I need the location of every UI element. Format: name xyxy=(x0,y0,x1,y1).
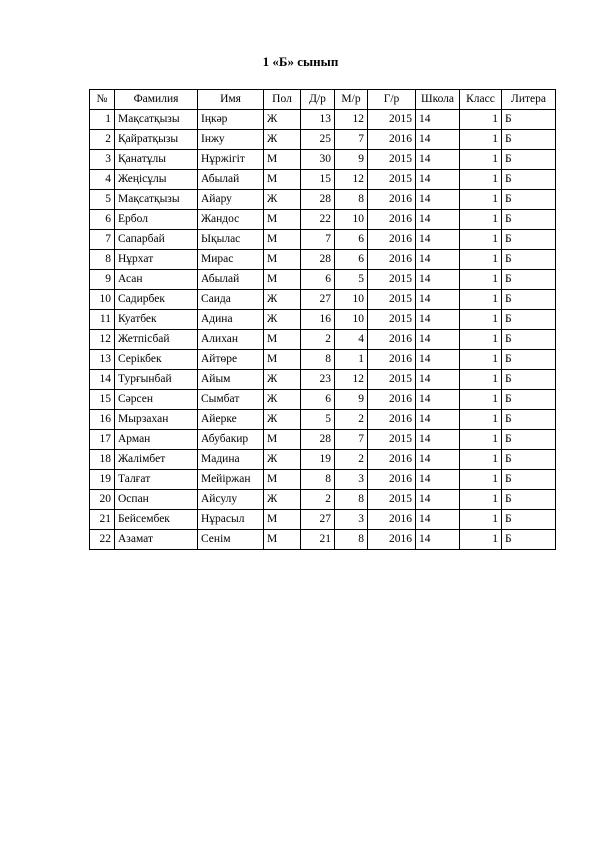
cell-birth-month: 5 xyxy=(335,270,368,290)
cell-gender: М xyxy=(264,430,301,450)
cell-birth-year: 2016 xyxy=(368,190,416,210)
cell-first-name: Абубакир xyxy=(198,430,264,450)
cell-birth-month: 4 xyxy=(335,330,368,350)
cell-grade: 1 xyxy=(460,310,502,330)
cell-grade: 1 xyxy=(460,390,502,410)
table-row xyxy=(90,510,556,530)
cell-surname: Турғынбай xyxy=(115,370,198,390)
cell-birth-month: 1 xyxy=(335,350,368,370)
cell-school: 14 xyxy=(416,530,460,550)
page-title: 1 «Б» сынып xyxy=(262,54,339,69)
cell-school: 14 xyxy=(416,510,460,530)
cell-birth-year: 2016 xyxy=(368,410,416,430)
table-row xyxy=(90,430,556,450)
cell-gender: М xyxy=(264,270,301,290)
cell-letter: Б xyxy=(502,390,556,410)
cell-surname: Сапарбай xyxy=(115,230,198,250)
cell-birth-day: 28 xyxy=(301,190,335,210)
cell-row-number: 19 xyxy=(90,470,115,490)
cell-row-number: 6 xyxy=(90,210,115,230)
cell-gender: Ж xyxy=(264,490,301,510)
cell-first-name: Нұрасыл xyxy=(198,510,264,530)
cell-birth-year: 2015 xyxy=(368,310,416,330)
table-row xyxy=(90,110,556,130)
cell-birth-day: 2 xyxy=(301,490,335,510)
cell-surname: Жеңісұлы xyxy=(115,170,198,190)
header-name: Имя xyxy=(198,90,264,110)
cell-letter: Б xyxy=(502,430,556,450)
table-row xyxy=(90,370,556,390)
cell-surname: Серікбек xyxy=(115,350,198,370)
cell-birth-day: 5 xyxy=(301,410,335,430)
cell-row-number: 11 xyxy=(90,310,115,330)
cell-grade: 1 xyxy=(460,290,502,310)
cell-first-name: Абылай xyxy=(198,170,264,190)
cell-surname: Мырзахан xyxy=(115,410,198,430)
cell-grade: 1 xyxy=(460,190,502,210)
cell-gender: Ж xyxy=(264,290,301,310)
cell-surname: Қайратқызы xyxy=(115,130,198,150)
table-row xyxy=(90,290,556,310)
cell-gender: М xyxy=(264,470,301,490)
cell-first-name: Мейіржан xyxy=(198,470,264,490)
cell-row-number: 22 xyxy=(90,530,115,550)
header-surname: Фамилия xyxy=(115,90,198,110)
cell-first-name: Адина xyxy=(198,310,264,330)
header-letter: Литера xyxy=(502,90,556,110)
cell-letter: Б xyxy=(502,490,556,510)
cell-row-number: 17 xyxy=(90,430,115,450)
cell-row-number: 9 xyxy=(90,270,115,290)
cell-birth-year: 2016 xyxy=(368,210,416,230)
cell-surname: Талғат xyxy=(115,470,198,490)
cell-grade: 1 xyxy=(460,470,502,490)
cell-school: 14 xyxy=(416,210,460,230)
cell-school: 14 xyxy=(416,110,460,130)
cell-first-name: Абылай xyxy=(198,270,264,290)
cell-letter: Б xyxy=(502,530,556,550)
cell-birth-year: 2015 xyxy=(368,150,416,170)
cell-gender: М xyxy=(264,330,301,350)
cell-surname: Арман xyxy=(115,430,198,450)
cell-row-number: 21 xyxy=(90,510,115,530)
cell-row-number: 10 xyxy=(90,290,115,310)
cell-grade: 1 xyxy=(460,110,502,130)
cell-grade: 1 xyxy=(460,510,502,530)
cell-first-name: Айсулу xyxy=(198,490,264,510)
cell-birth-day: 28 xyxy=(301,250,335,270)
table-row xyxy=(90,230,556,250)
cell-birth-day: 8 xyxy=(301,350,335,370)
cell-birth-year: 2015 xyxy=(368,270,416,290)
cell-grade: 1 xyxy=(460,350,502,370)
cell-birth-day: 27 xyxy=(301,290,335,310)
cell-grade: 1 xyxy=(460,430,502,450)
cell-surname: Жетпісбай xyxy=(115,330,198,350)
cell-birth-month: 9 xyxy=(335,390,368,410)
cell-birth-month: 10 xyxy=(335,210,368,230)
cell-row-number: 13 xyxy=(90,350,115,370)
cell-birth-year: 2015 xyxy=(368,170,416,190)
cell-surname: Ербол xyxy=(115,210,198,230)
header-school: Школа xyxy=(416,90,460,110)
cell-first-name: Нұржігіт xyxy=(198,150,264,170)
cell-gender: Ж xyxy=(264,190,301,210)
cell-row-number: 14 xyxy=(90,370,115,390)
cell-grade: 1 xyxy=(460,530,502,550)
cell-first-name: Алихан xyxy=(198,330,264,350)
cell-birth-day: 2 xyxy=(301,330,335,350)
table-row xyxy=(90,450,556,470)
cell-row-number: 4 xyxy=(90,170,115,190)
table-row xyxy=(90,390,556,410)
cell-surname: Сәрсен xyxy=(115,390,198,410)
cell-surname: Мақсатқызы xyxy=(115,190,198,210)
cell-first-name: Айым xyxy=(198,370,264,390)
header-birth-day: Д/р xyxy=(301,90,335,110)
cell-school: 14 xyxy=(416,470,460,490)
cell-school: 14 xyxy=(416,150,460,170)
cell-gender: М xyxy=(264,210,301,230)
cell-gender: М xyxy=(264,510,301,530)
cell-grade: 1 xyxy=(460,270,502,290)
cell-birth-month: 9 xyxy=(335,150,368,170)
table-row xyxy=(90,410,556,430)
cell-birth-month: 12 xyxy=(335,110,368,130)
cell-letter: Б xyxy=(502,110,556,130)
cell-surname: Қанатұлы xyxy=(115,150,198,170)
cell-birth-year: 2016 xyxy=(368,470,416,490)
cell-birth-year: 2015 xyxy=(368,110,416,130)
cell-row-number: 5 xyxy=(90,190,115,210)
table-row xyxy=(90,190,556,210)
cell-grade: 1 xyxy=(460,330,502,350)
cell-letter: Б xyxy=(502,270,556,290)
cell-birth-year: 2015 xyxy=(368,430,416,450)
cell-birth-year: 2016 xyxy=(368,230,416,250)
cell-letter: Б xyxy=(502,330,556,350)
cell-letter: Б xyxy=(502,190,556,210)
cell-school: 14 xyxy=(416,250,460,270)
cell-surname: Бейсембек xyxy=(115,510,198,530)
cell-school: 14 xyxy=(416,370,460,390)
table-row xyxy=(90,250,556,270)
cell-birth-year: 2016 xyxy=(368,250,416,270)
cell-letter: Б xyxy=(502,370,556,390)
cell-first-name: Мадина xyxy=(198,450,264,470)
cell-first-name: Айерке xyxy=(198,410,264,430)
cell-birth-day: 6 xyxy=(301,390,335,410)
cell-surname: Нұрхат xyxy=(115,250,198,270)
cell-school: 14 xyxy=(416,350,460,370)
cell-birth-month: 6 xyxy=(335,250,368,270)
cell-surname: Асан xyxy=(115,270,198,290)
table-row xyxy=(90,210,556,230)
cell-birth-month: 8 xyxy=(335,530,368,550)
cell-first-name: Інжу xyxy=(198,130,264,150)
cell-school: 14 xyxy=(416,130,460,150)
cell-letter: Б xyxy=(502,450,556,470)
cell-birth-day: 6 xyxy=(301,270,335,290)
cell-row-number: 20 xyxy=(90,490,115,510)
cell-letter: Б xyxy=(502,130,556,150)
table-row xyxy=(90,490,556,510)
cell-gender: Ж xyxy=(264,310,301,330)
cell-birth-day: 15 xyxy=(301,170,335,190)
cell-birth-year: 2016 xyxy=(368,130,416,150)
table-row xyxy=(90,270,556,290)
cell-grade: 1 xyxy=(460,170,502,190)
cell-birth-day: 13 xyxy=(301,110,335,130)
cell-birth-month: 2 xyxy=(335,410,368,430)
cell-first-name: Сенім xyxy=(198,530,264,550)
cell-birth-day: 23 xyxy=(301,370,335,390)
cell-birth-day: 27 xyxy=(301,510,335,530)
header-row xyxy=(90,90,556,110)
table-row xyxy=(90,470,556,490)
cell-grade: 1 xyxy=(460,150,502,170)
cell-school: 14 xyxy=(416,490,460,510)
cell-school: 14 xyxy=(416,390,460,410)
cell-birth-month: 10 xyxy=(335,310,368,330)
cell-grade: 1 xyxy=(460,370,502,390)
header-number: № xyxy=(90,90,115,110)
table-row xyxy=(90,130,556,150)
header-grade: Класс xyxy=(460,90,502,110)
cell-first-name: Іңкәр xyxy=(198,110,264,130)
cell-grade: 1 xyxy=(460,250,502,270)
cell-birth-month: 8 xyxy=(335,190,368,210)
class-roster-table xyxy=(89,89,556,550)
cell-row-number: 1 xyxy=(90,110,115,130)
cell-birth-year: 2016 xyxy=(368,450,416,470)
cell-school: 14 xyxy=(416,290,460,310)
cell-birth-year: 2016 xyxy=(368,330,416,350)
cell-school: 14 xyxy=(416,430,460,450)
cell-birth-year: 2016 xyxy=(368,350,416,370)
cell-gender: М xyxy=(264,530,301,550)
cell-birth-month: 7 xyxy=(335,130,368,150)
cell-birth-day: 25 xyxy=(301,130,335,150)
cell-birth-month: 10 xyxy=(335,290,368,310)
cell-row-number: 18 xyxy=(90,450,115,470)
cell-row-number: 2 xyxy=(90,130,115,150)
cell-school: 14 xyxy=(416,170,460,190)
cell-row-number: 16 xyxy=(90,410,115,430)
cell-gender: М xyxy=(264,230,301,250)
cell-birth-day: 19 xyxy=(301,450,335,470)
cell-birth-day: 8 xyxy=(301,470,335,490)
cell-gender: Ж xyxy=(264,110,301,130)
table-row xyxy=(90,330,556,350)
cell-row-number: 15 xyxy=(90,390,115,410)
cell-school: 14 xyxy=(416,230,460,250)
cell-birth-day: 21 xyxy=(301,530,335,550)
cell-letter: Б xyxy=(502,310,556,330)
table-row xyxy=(90,350,556,370)
cell-first-name: Сымбат xyxy=(198,390,264,410)
cell-birth-month: 12 xyxy=(335,170,368,190)
cell-school: 14 xyxy=(416,190,460,210)
cell-birth-day: 7 xyxy=(301,230,335,250)
cell-grade: 1 xyxy=(460,210,502,230)
cell-birth-year: 2016 xyxy=(368,530,416,550)
cell-letter: Б xyxy=(502,350,556,370)
cell-surname: Оспан xyxy=(115,490,198,510)
cell-surname: Мақсатқызы xyxy=(115,110,198,130)
cell-school: 14 xyxy=(416,410,460,430)
cell-row-number: 7 xyxy=(90,230,115,250)
cell-letter: Б xyxy=(502,410,556,430)
cell-row-number: 3 xyxy=(90,150,115,170)
cell-first-name: Мирас xyxy=(198,250,264,270)
header-birth-month: М/р xyxy=(335,90,368,110)
cell-grade: 1 xyxy=(460,230,502,250)
cell-gender: М xyxy=(264,150,301,170)
cell-row-number: 8 xyxy=(90,250,115,270)
cell-birth-month: 2 xyxy=(335,450,368,470)
cell-letter: Б xyxy=(502,510,556,530)
table-row xyxy=(90,310,556,330)
cell-birth-day: 22 xyxy=(301,210,335,230)
cell-birth-year: 2016 xyxy=(368,510,416,530)
cell-gender: М xyxy=(264,350,301,370)
cell-birth-year: 2016 xyxy=(368,390,416,410)
cell-grade: 1 xyxy=(460,450,502,470)
cell-grade: 1 xyxy=(460,130,502,150)
cell-birth-day: 28 xyxy=(301,430,335,450)
cell-birth-month: 6 xyxy=(335,230,368,250)
cell-gender: Ж xyxy=(264,410,301,430)
cell-birth-month: 8 xyxy=(335,490,368,510)
cell-surname: Жалімбет xyxy=(115,450,198,470)
cell-first-name: Айтөре xyxy=(198,350,264,370)
cell-surname: Куатбек xyxy=(115,310,198,330)
cell-school: 14 xyxy=(416,330,460,350)
cell-letter: Б xyxy=(502,290,556,310)
cell-gender: Ж xyxy=(264,390,301,410)
table-row xyxy=(90,150,556,170)
cell-birth-month: 12 xyxy=(335,370,368,390)
cell-letter: Б xyxy=(502,470,556,490)
cell-letter: Б xyxy=(502,170,556,190)
cell-school: 14 xyxy=(416,270,460,290)
cell-row-number: 12 xyxy=(90,330,115,350)
header-gender: Пол xyxy=(264,90,301,110)
cell-gender: Ж xyxy=(264,450,301,470)
header-birth-year: Г/р xyxy=(368,90,416,110)
cell-birth-month: 3 xyxy=(335,470,368,490)
cell-birth-month: 7 xyxy=(335,430,368,450)
cell-first-name: Саида xyxy=(198,290,264,310)
cell-letter: Б xyxy=(502,230,556,250)
cell-school: 14 xyxy=(416,450,460,470)
cell-first-name: Жандос xyxy=(198,210,264,230)
cell-birth-day: 16 xyxy=(301,310,335,330)
cell-surname: Садирбек xyxy=(115,290,198,310)
cell-surname: Азамат xyxy=(115,530,198,550)
cell-gender: М xyxy=(264,170,301,190)
cell-gender: Ж xyxy=(264,130,301,150)
cell-birth-day: 30 xyxy=(301,150,335,170)
cell-school: 14 xyxy=(416,310,460,330)
cell-letter: Б xyxy=(502,150,556,170)
cell-first-name: Ықылас xyxy=(198,230,264,250)
cell-first-name: Айару xyxy=(198,190,264,210)
cell-birth-year: 2015 xyxy=(368,490,416,510)
cell-gender: Ж xyxy=(264,370,301,390)
cell-birth-year: 2015 xyxy=(368,290,416,310)
cell-letter: Б xyxy=(502,210,556,230)
cell-grade: 1 xyxy=(460,490,502,510)
table-row xyxy=(90,530,556,550)
cell-letter: Б xyxy=(502,250,556,270)
roster-body xyxy=(90,110,556,550)
cell-grade: 1 xyxy=(460,410,502,430)
table-row xyxy=(90,170,556,190)
cell-birth-year: 2015 xyxy=(368,370,416,390)
cell-birth-month: 3 xyxy=(335,510,368,530)
cell-gender: М xyxy=(264,250,301,270)
